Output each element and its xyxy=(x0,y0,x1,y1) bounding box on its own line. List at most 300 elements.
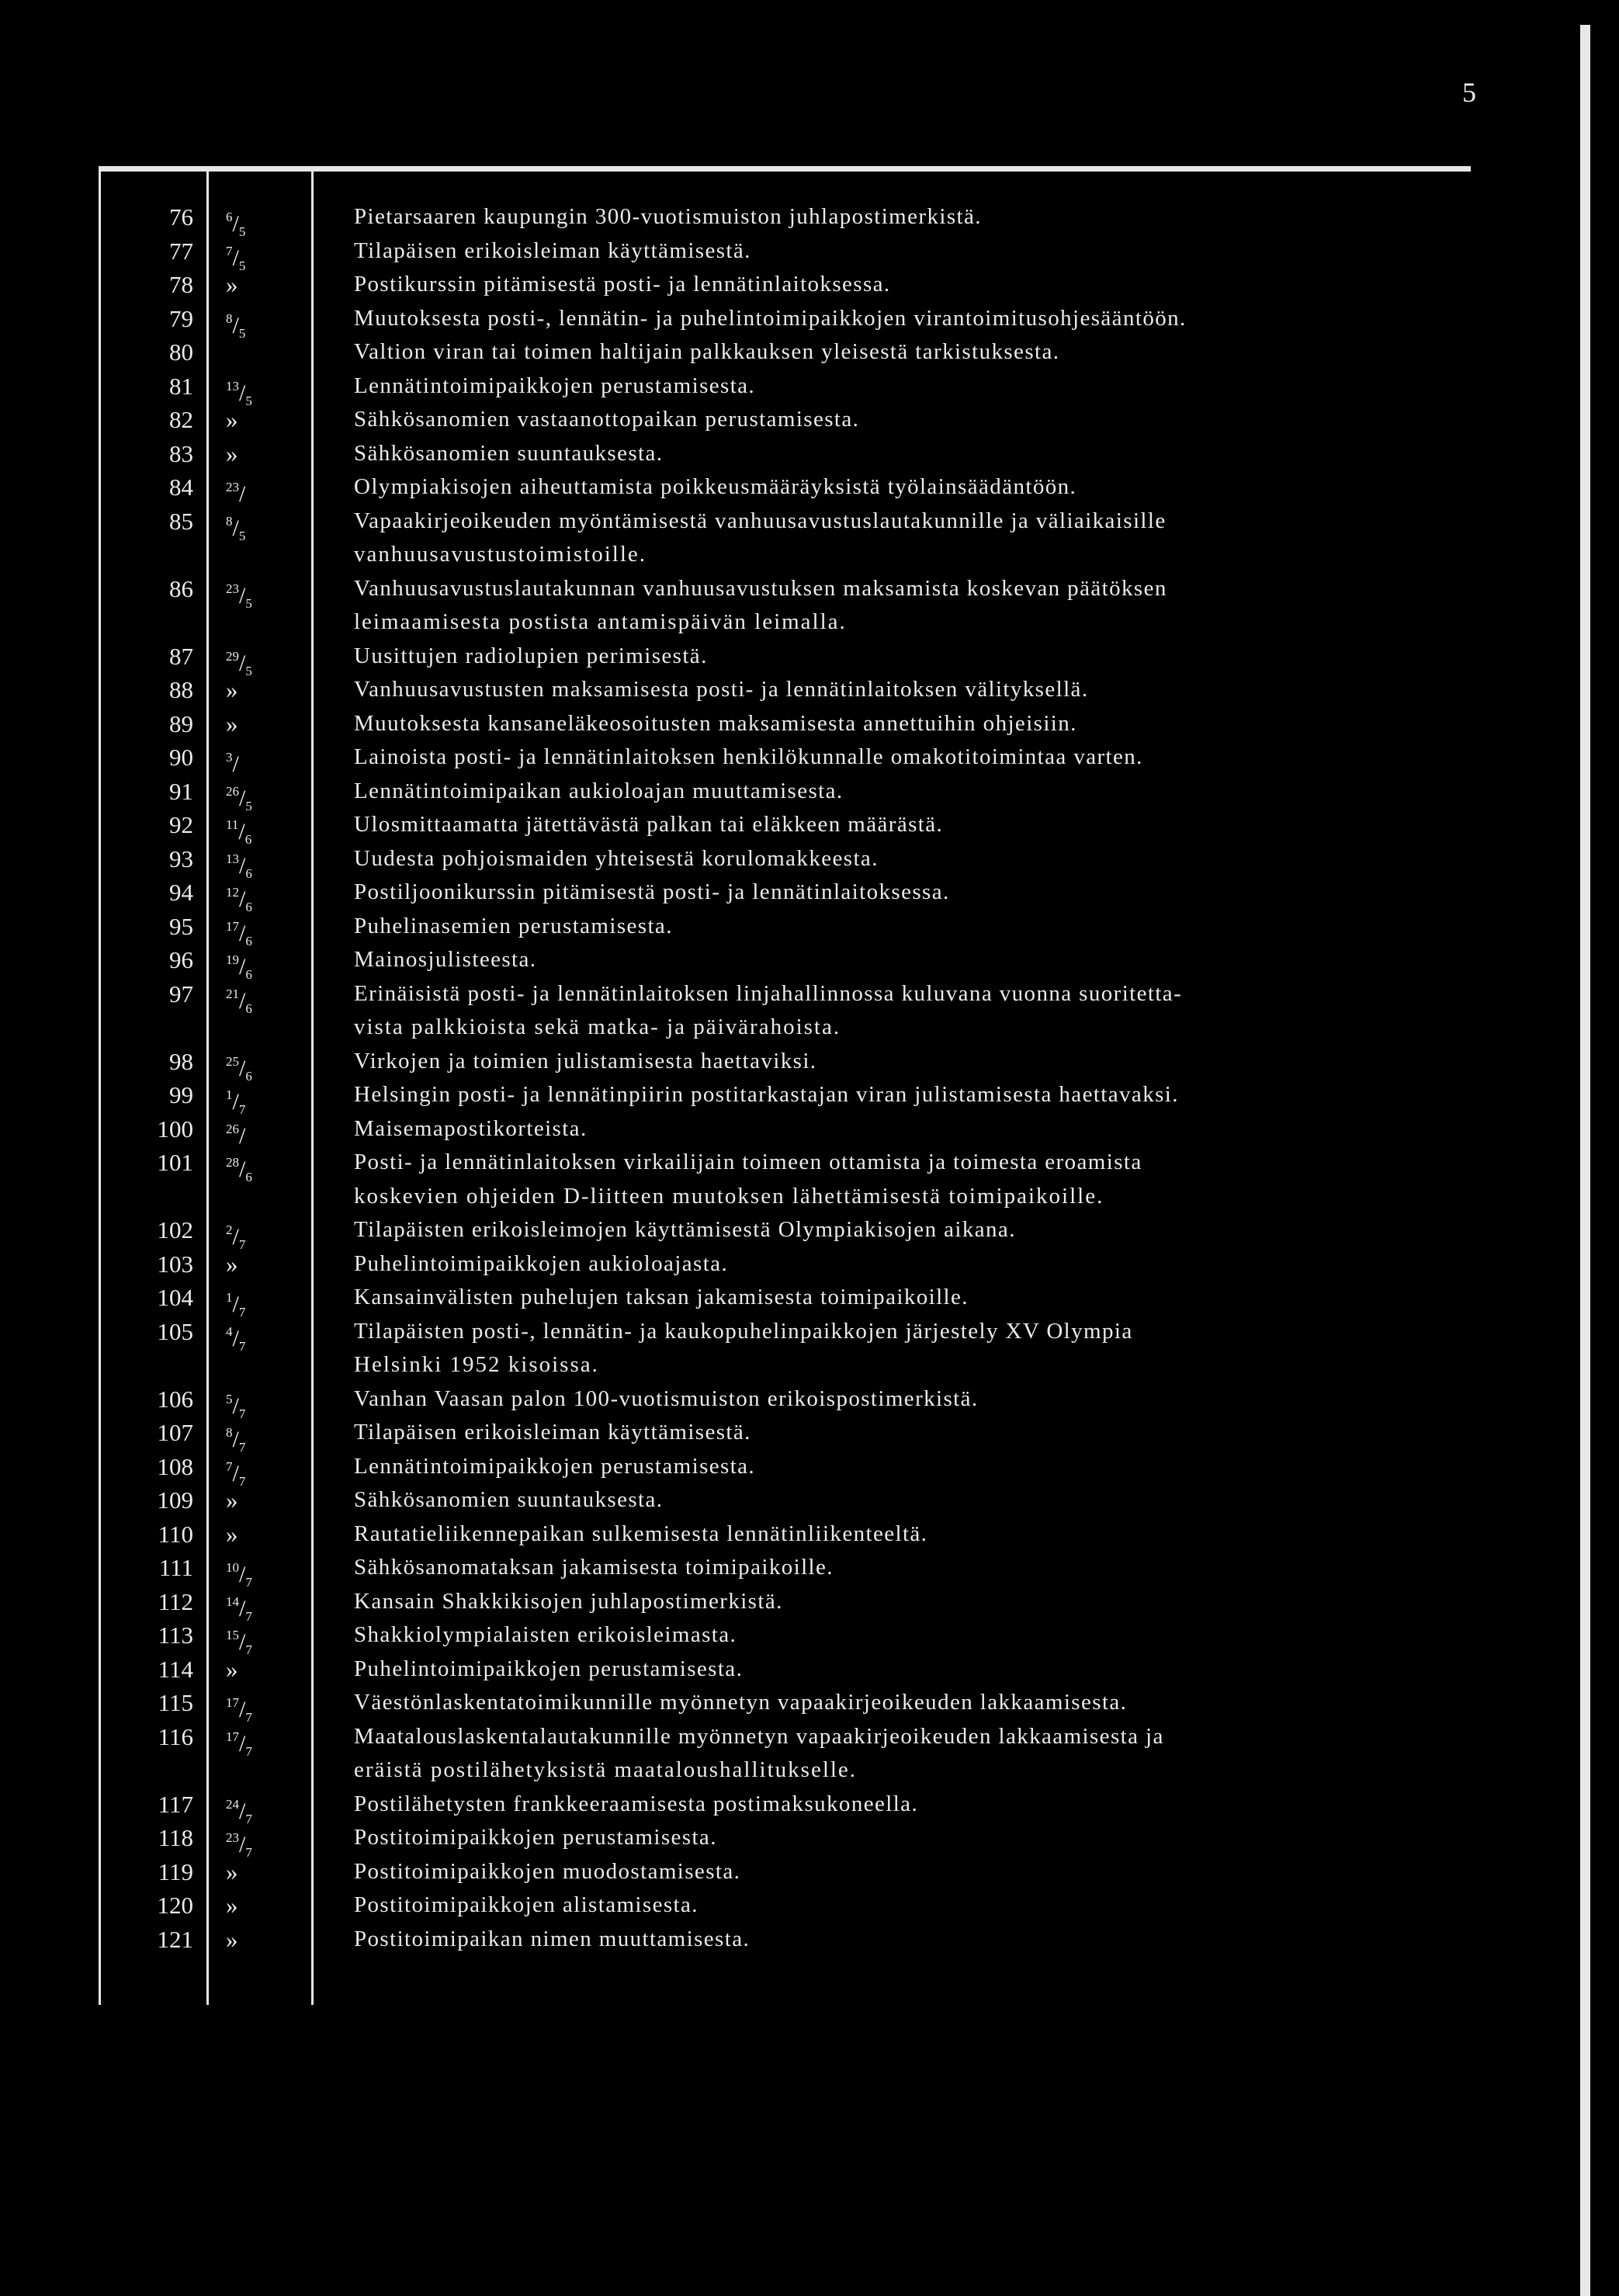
entry-title-line: Muutoksesta kansaneläkeosoitusten maksamisesta annettuihin ohjeisiin. xyxy=(354,710,1077,736)
date-slash: / xyxy=(239,920,246,946)
table-row xyxy=(99,1923,1471,1957)
entry-number: 112 xyxy=(158,1587,193,1615)
date-day: 1 xyxy=(226,1290,233,1305)
entry-title-line: vanhuusavustustoimistoille. xyxy=(354,542,647,567)
entry-title-line: Lennätintoimipaikan aukioloajan muuttamisesta. xyxy=(354,778,844,803)
entry-date xyxy=(206,1618,311,1657)
date-day: 17 xyxy=(226,1695,239,1710)
entry-title-line: Pietarsaaren kaupungin 300-vuotismuiston juhlapostimerkistä. xyxy=(354,204,982,229)
entry-number: 120 xyxy=(157,1892,193,1919)
entry-title-line: Sähkösanomien vastaanottopaikan perustamisesta. xyxy=(354,407,860,432)
entry-title-line: Puhelinasemien perustamisesta. xyxy=(354,913,673,938)
date-slash: / xyxy=(239,481,246,507)
entry-title xyxy=(311,1045,1471,1079)
entry-number: 99 xyxy=(169,1081,193,1108)
entry-number: 109 xyxy=(157,1486,193,1514)
entry-title xyxy=(311,437,1471,471)
entry-date xyxy=(206,505,311,543)
entry-date xyxy=(206,1213,311,1252)
entry-number: 101 xyxy=(157,1149,193,1176)
entry-title xyxy=(311,302,1471,336)
entry-date xyxy=(206,1517,311,1552)
entry-number: 106 xyxy=(157,1385,193,1413)
entry-title-line: Tilapäisten posti-, lennätin- ja kaukopuhelinpaikkojen järjestely XV Olympia xyxy=(354,1318,1133,1344)
entry-date xyxy=(206,1078,311,1117)
entry-number: 108 xyxy=(157,1452,193,1480)
entry-number: 89 xyxy=(169,709,193,737)
entry-title-line: Uudesta pohjoismaiden yhteisestä korulomakkeesta. xyxy=(354,845,879,871)
entry-date xyxy=(206,302,311,341)
entry-number: 118 xyxy=(158,1824,193,1851)
entry-number: 116 xyxy=(158,1722,193,1750)
entry-date xyxy=(206,1247,311,1282)
entry-date xyxy=(206,640,311,678)
entry-date xyxy=(206,1450,311,1489)
entry-title xyxy=(311,1653,1471,1687)
date-day: 7 xyxy=(226,1458,233,1474)
table-row xyxy=(99,505,1471,572)
entry-title xyxy=(311,1078,1471,1112)
date-slash: / xyxy=(239,1157,246,1182)
entry-date xyxy=(206,808,311,847)
entry-title-line: Rautatieliikennepaikan sulkemisesta lennätinliikenteeltä. xyxy=(354,1521,928,1546)
date-day: 25 xyxy=(226,1053,239,1069)
entry-title xyxy=(311,1315,1471,1382)
entry-title-line: Erinäisistä posti- ja lennätinlaitoksen linjahallinnossa kuluvana vuonna suoritetta- xyxy=(354,980,1183,1006)
date-month: 7 xyxy=(245,1845,252,1860)
date-month: 6 xyxy=(245,900,252,914)
entry-date xyxy=(206,1888,311,1923)
date-day: 23 xyxy=(226,581,239,596)
date-day: 23 xyxy=(226,1830,239,1845)
entry-number: 105 xyxy=(157,1317,193,1345)
table-row xyxy=(99,808,1471,847)
date-slash: / xyxy=(232,245,239,271)
date-day: 7 xyxy=(226,243,233,258)
entry-title xyxy=(311,707,1471,741)
entry-title xyxy=(311,1686,1471,1720)
date-slash: / xyxy=(239,1629,246,1655)
circular-list-table xyxy=(99,200,1471,1956)
table-row xyxy=(99,1213,1471,1252)
entry-number: 96 xyxy=(169,946,193,973)
entry-title xyxy=(311,1551,1471,1585)
date-day: 8 xyxy=(226,1425,233,1440)
date-day: 13 xyxy=(226,378,239,394)
table-row xyxy=(99,740,1471,775)
date-month: 5 xyxy=(238,258,246,273)
date-day: 28 xyxy=(226,1155,239,1170)
date-month: 7 xyxy=(238,1338,246,1354)
date-day: 24 xyxy=(226,1796,239,1812)
entry-date xyxy=(206,740,311,775)
entry-title-line: leimaamisesta postista antamispäivän leimalla. xyxy=(354,609,847,634)
date-slash: / xyxy=(232,1089,239,1115)
entry-title-line: eräistä postilähetyksistä maataloushallitukselle. xyxy=(354,1757,858,1782)
date-slash: / xyxy=(232,751,239,777)
entry-number: 104 xyxy=(157,1284,193,1311)
entry-date xyxy=(206,1281,311,1320)
entry-title-line: Maisemapostikorteista. xyxy=(354,1115,588,1141)
entry-date xyxy=(206,403,311,437)
entry-date xyxy=(206,707,311,741)
entry-date xyxy=(206,1112,311,1149)
entry-title-line: Maatalouslaskentalautakunnille myönnetyn vapaakirjeoikeuden lakkaamisesta ja xyxy=(354,1723,1164,1749)
entry-date xyxy=(206,1788,311,1826)
date-day: 10 xyxy=(226,1560,239,1575)
entry-title xyxy=(311,1382,1471,1417)
ditto-mark: » xyxy=(226,676,238,703)
table-row xyxy=(99,1078,1471,1117)
entry-date xyxy=(206,977,311,1016)
table-row xyxy=(99,1618,1471,1657)
entry-date xyxy=(206,1720,311,1759)
entry-title xyxy=(311,200,1471,234)
date-day: 5 xyxy=(226,1391,233,1406)
entry-date xyxy=(206,1315,311,1354)
entry-title xyxy=(311,1888,1471,1923)
entry-title-line: Kansainvälisten puhelujen taksan jakamisesta toimipaikoille. xyxy=(354,1285,969,1309)
entry-date xyxy=(206,673,311,707)
date-slash: / xyxy=(232,1325,239,1351)
entry-date xyxy=(206,1483,311,1517)
entry-title xyxy=(311,1821,1471,1855)
entry-title xyxy=(311,1483,1471,1517)
entry-title-line: Sähkösanomien suuntauksesta. xyxy=(354,440,664,466)
date-slash: / xyxy=(239,852,246,879)
entry-title-line: Postitoimipaikkojen perustamisesta. xyxy=(354,1825,717,1850)
entry-title-line: Postikurssin pitämisestä posti- ja lennätinlaitoksessa. xyxy=(354,272,891,297)
entry-number: 80 xyxy=(169,338,193,366)
entry-number: 92 xyxy=(169,811,193,838)
entry-title-line: Shakkiolympialaisten erikoisleimasta. xyxy=(354,1622,737,1647)
entry-date xyxy=(206,1686,311,1725)
date-day: 15 xyxy=(226,1628,239,1642)
date-day: 17 xyxy=(226,918,239,934)
entry-title-line: Ulosmittaamatta jätettävästä palkan tai eläkkeen määrästä. xyxy=(354,812,944,837)
table-row xyxy=(99,1045,1471,1084)
entry-title-line: Sähkösanomien suuntauksesta. xyxy=(354,1487,664,1512)
entry-title xyxy=(311,403,1471,437)
date-slash: / xyxy=(239,1697,246,1722)
entry-number: 100 xyxy=(157,1115,193,1143)
entry-title xyxy=(311,1720,1471,1788)
table-row xyxy=(99,943,1471,982)
date-month: 7 xyxy=(238,1473,246,1489)
entry-number: 94 xyxy=(169,879,193,906)
entry-date xyxy=(206,369,311,408)
entry-number: 78 xyxy=(169,271,193,298)
date-slash: / xyxy=(232,211,239,237)
date-slash: / xyxy=(239,1595,246,1621)
entry-number: 91 xyxy=(169,777,193,805)
entry-title xyxy=(311,1281,1471,1315)
entry-title-line: Tilapäisten erikoisleimojen käyttämisestä Olympiakisojen aikana. xyxy=(354,1217,1016,1242)
table-row xyxy=(99,302,1471,341)
entry-title-line: Sähkösanomataksan jakamisesta toimipaikoille. xyxy=(354,1555,834,1580)
table-row xyxy=(99,1855,1471,1889)
table-row xyxy=(99,673,1471,707)
entry-date xyxy=(206,335,311,369)
entry-title-line: Valtion viran tai toimen haltijain palkkauksen yleisestä tarkistuksesta. xyxy=(354,339,1060,364)
table-row xyxy=(99,842,1471,881)
entry-date xyxy=(206,1855,311,1889)
entry-title-line: Kansain Shakkikisojen juhlapostimerkistä. xyxy=(354,1588,783,1614)
table-row xyxy=(99,437,1471,471)
entry-title-line: Lennätintoimipaikkojen perustamisesta. xyxy=(354,1453,756,1479)
entry-title xyxy=(311,505,1471,572)
date-day: 2 xyxy=(226,1223,233,1237)
entry-title-line: Virkojen ja toimien julistamisesta haettaviksi. xyxy=(354,1048,817,1073)
entry-date xyxy=(206,437,311,471)
date-month: 6 xyxy=(244,832,252,847)
entry-date xyxy=(206,470,311,505)
entry-number: 103 xyxy=(157,1250,193,1278)
ditto-mark: » xyxy=(226,1857,238,1885)
entry-title xyxy=(311,1247,1471,1282)
entry-title xyxy=(311,268,1471,302)
date-slash: / xyxy=(239,1832,246,1857)
table-row xyxy=(99,470,1471,505)
entry-number: 102 xyxy=(157,1216,193,1243)
date-month: 7 xyxy=(238,1440,246,1455)
table-row xyxy=(99,1450,1471,1489)
entry-number: 95 xyxy=(169,912,193,940)
date-month: 7 xyxy=(245,1608,252,1624)
entry-title xyxy=(311,876,1471,910)
entry-number: 110 xyxy=(158,1520,193,1548)
entry-number: 115 xyxy=(158,1689,193,1716)
date-day: 19 xyxy=(226,952,239,967)
entry-title xyxy=(311,1146,1471,1213)
date-month: 7 xyxy=(245,1743,252,1759)
entry-number: 90 xyxy=(169,744,193,771)
entry-title-line: Muutoksesta posti-, lennätin- ja puhelintoimipaikkojen virantoimitusohjesääntöön. xyxy=(354,305,1187,331)
entry-title xyxy=(311,775,1471,809)
date-day: 13 xyxy=(226,851,239,866)
entry-date xyxy=(206,943,311,982)
entry-title xyxy=(311,1517,1471,1552)
entry-title-line: Lennätintoimipaikkojen perustamisesta. xyxy=(354,373,756,398)
table-row xyxy=(99,640,1471,678)
date-day: 11 xyxy=(226,817,239,832)
date-slash: / xyxy=(232,1224,239,1250)
date-month: 7 xyxy=(238,1102,246,1117)
entry-date xyxy=(206,572,311,611)
table-row xyxy=(99,234,1471,273)
date-month: 7 xyxy=(245,1575,252,1590)
date-slash: / xyxy=(239,954,246,980)
entry-title-line: Helsinki 1952 kisoissa. xyxy=(354,1352,599,1377)
date-slash: / xyxy=(239,650,246,676)
entry-title xyxy=(311,1788,1471,1822)
entry-title-line: Postitoimipaikkojen muodostamisesta. xyxy=(354,1858,741,1884)
entry-title-line: Olympiakisojen aiheuttamista poikkeusmääräyksistä työlainsäädäntöön. xyxy=(354,474,1077,499)
entry-title xyxy=(311,1112,1471,1146)
table-row xyxy=(99,1382,1471,1421)
entry-title-line: Postitoimipaikkojen alistamisesta. xyxy=(354,1892,699,1917)
entry-date xyxy=(206,842,311,881)
entry-number: 107 xyxy=(157,1419,193,1446)
date-month: 5 xyxy=(245,798,252,813)
entry-title xyxy=(311,234,1471,269)
entry-title-line: Uusittujen radiolupien perimisestä. xyxy=(354,643,708,668)
entry-title-line: koskevien ohjeiden D-liitteen muutoksen lähettämisestä toimipaikoille. xyxy=(354,1183,1104,1209)
entry-number: 85 xyxy=(169,507,193,535)
table-row xyxy=(99,1686,1471,1725)
entry-title-line: Tilapäisen erikoisleiman käyttämisestä. xyxy=(354,238,751,263)
entry-title xyxy=(311,673,1471,707)
entry-title-line: Vanhan Vaasan palon 100-vuotismuiston erikoispostimerkistä. xyxy=(354,1386,979,1411)
entry-date xyxy=(206,200,311,239)
entry-title-line: Tilapäisen erikoisleiman käyttämisestä. xyxy=(354,1420,751,1445)
entry-date xyxy=(206,1585,311,1624)
date-month: 5 xyxy=(238,528,246,543)
date-month: 7 xyxy=(245,1710,252,1725)
entry-number: 114 xyxy=(158,1655,193,1683)
date-day: 3 xyxy=(226,750,233,765)
entry-title xyxy=(311,572,1471,640)
entry-title xyxy=(311,640,1471,674)
entry-title xyxy=(311,910,1471,944)
entry-number: 93 xyxy=(169,845,193,872)
table-row xyxy=(99,403,1471,437)
entry-title-line: Vapaakirjeoikeuden myöntämisestä vanhuusavustuslautakunnille ja väliaikaisille xyxy=(354,508,1167,533)
date-slash: / xyxy=(239,785,246,811)
date-slash: / xyxy=(239,1730,246,1757)
entry-title xyxy=(311,740,1471,775)
table-row xyxy=(99,1517,1471,1552)
entry-number: 77 xyxy=(169,237,193,265)
entry-title xyxy=(311,1450,1471,1484)
entry-number: 111 xyxy=(158,1554,193,1581)
entry-title xyxy=(311,470,1471,505)
ditto-mark: » xyxy=(226,1250,238,1278)
entry-number: 81 xyxy=(169,372,193,400)
entry-number: 82 xyxy=(169,406,193,433)
entry-title xyxy=(311,1618,1471,1653)
entry-number: 83 xyxy=(169,439,193,467)
ditto-mark: » xyxy=(226,1892,238,1919)
date-month: 7 xyxy=(238,1305,246,1320)
entry-number: 86 xyxy=(169,574,193,602)
entry-date xyxy=(206,1146,311,1184)
entry-title xyxy=(311,977,1471,1045)
table-row xyxy=(99,1146,1471,1213)
entry-number: 119 xyxy=(158,1857,193,1885)
entry-number: 87 xyxy=(169,642,193,670)
entry-title-line: Vanhuusavustusten maksamisesta posti- ja lennätinlaitoksen välityksellä. xyxy=(354,677,1089,702)
entry-title-line: Puhelintoimipaikkojen aukioloajasta. xyxy=(354,1250,729,1276)
date-day: 4 xyxy=(226,1323,233,1339)
entry-date xyxy=(206,1416,311,1455)
entry-title xyxy=(311,808,1471,842)
date-day: 23 xyxy=(226,480,239,494)
date-month: 7 xyxy=(245,1811,252,1826)
date-month: 6 xyxy=(245,1170,252,1184)
table-row xyxy=(99,1788,1471,1826)
ditto-mark: » xyxy=(226,709,238,737)
entry-number: 98 xyxy=(169,1047,193,1075)
entry-date xyxy=(206,876,311,914)
entry-number: 88 xyxy=(169,676,193,703)
table-row xyxy=(99,775,1471,813)
table-row xyxy=(99,268,1471,302)
table-row xyxy=(99,1888,1471,1923)
entry-title-line: Lainoista posti- ja lennätinlaitoksen henkilökunnalle omakotitoimintaa varten. xyxy=(354,744,1143,769)
date-slash: / xyxy=(232,1292,239,1317)
date-day: 26 xyxy=(226,1121,239,1136)
ditto-mark: » xyxy=(226,1925,238,1953)
date-slash: / xyxy=(232,515,239,541)
date-slash: / xyxy=(239,1798,246,1824)
table-top-rule xyxy=(99,166,1471,172)
entry-date xyxy=(206,1821,311,1860)
entry-date xyxy=(206,1653,311,1687)
date-month: 5 xyxy=(245,393,252,408)
ditto-mark: » xyxy=(226,271,238,298)
date-day: 8 xyxy=(226,513,233,529)
date-slash: / xyxy=(239,1055,246,1081)
entry-title-line: Helsingin posti- ja lennätinpiirin postitarkastajan viran julistamisesta haettavaksi. xyxy=(354,1082,1179,1107)
date-slash: / xyxy=(239,1122,246,1149)
date-month: 7 xyxy=(238,1406,246,1421)
date-month: 6 xyxy=(245,1001,252,1016)
entry-number: 79 xyxy=(169,304,193,332)
entry-title xyxy=(311,369,1471,404)
table-row xyxy=(99,876,1471,914)
entry-title xyxy=(311,1855,1471,1889)
table-row xyxy=(99,1281,1471,1320)
entry-title xyxy=(311,1923,1471,1957)
date-slash: / xyxy=(239,886,246,912)
table-row xyxy=(99,335,1471,369)
table-row xyxy=(99,1585,1471,1624)
entry-title-line: Mainosjulisteesta. xyxy=(354,947,537,972)
entry-title-line: vista palkkioista sekä matka- ja päivärahoista. xyxy=(354,1014,841,1039)
entry-title xyxy=(311,842,1471,876)
date-month: 6 xyxy=(245,933,252,949)
ditto-mark: » xyxy=(226,1655,238,1683)
entry-title xyxy=(311,1416,1471,1450)
table-row xyxy=(99,910,1471,949)
entry-date xyxy=(206,1045,311,1084)
entry-date xyxy=(206,910,311,949)
date-month: 6 xyxy=(245,865,252,881)
date-slash: / xyxy=(239,987,246,1014)
entry-date xyxy=(206,234,311,273)
date-day: 21 xyxy=(226,986,239,1001)
table-row xyxy=(99,200,1471,239)
table-row xyxy=(99,977,1471,1045)
table-row xyxy=(99,707,1471,741)
ditto-mark: » xyxy=(226,1486,238,1514)
entry-title xyxy=(311,335,1471,369)
entry-title-line: Postilähetysten frankkeeraamisesta postimaksukoneella. xyxy=(354,1791,919,1816)
ditto-mark: » xyxy=(226,1520,238,1548)
date-month: 6 xyxy=(245,1068,252,1084)
date-day: 17 xyxy=(226,1729,239,1744)
date-day: 12 xyxy=(226,885,239,900)
date-month: 5 xyxy=(245,595,252,611)
entry-title xyxy=(311,1585,1471,1619)
table-row xyxy=(99,1416,1471,1455)
date-slash: / xyxy=(238,819,245,845)
entry-title xyxy=(311,943,1471,977)
entry-date xyxy=(206,775,311,813)
table-row xyxy=(99,1315,1471,1382)
entry-title-line: Vanhuusavustuslautakunnan vanhuusavustuksen maksamista koskevan päätöksen xyxy=(354,575,1167,601)
